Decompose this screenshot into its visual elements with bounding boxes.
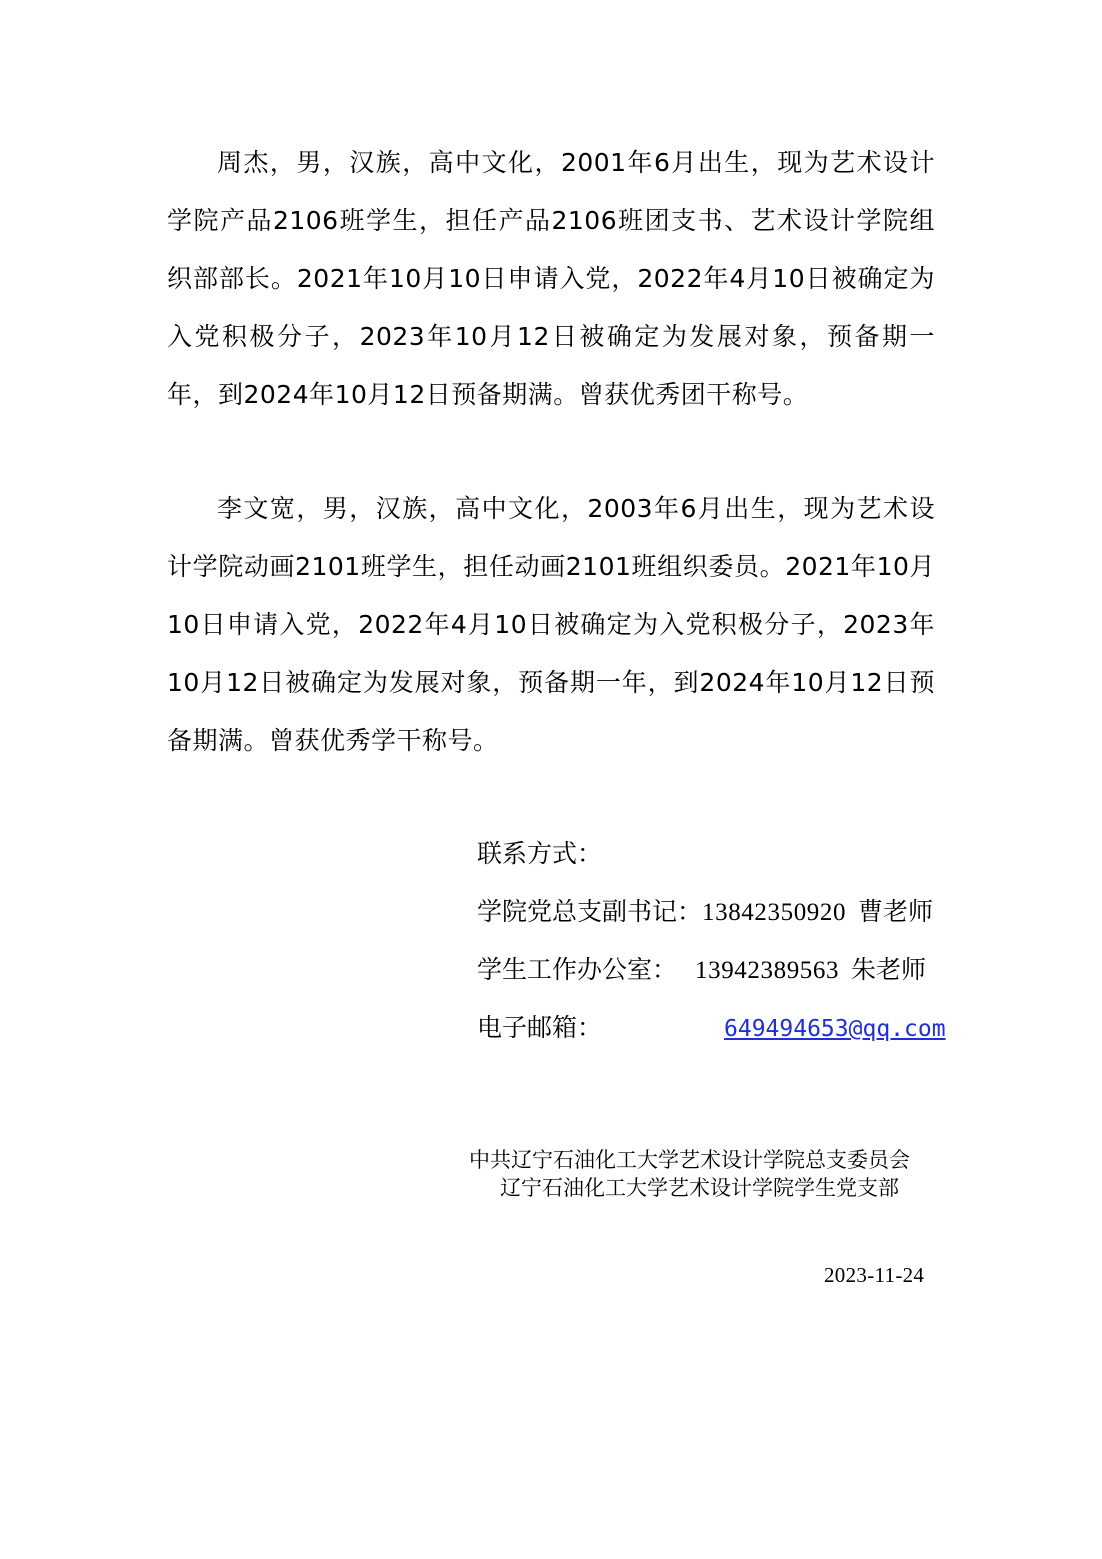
email-label: 电子邮箱：: [477, 1015, 603, 1042]
secretary-phone: 13842350920: [702, 899, 847, 926]
contact-title: 联系方式：: [477, 841, 603, 868]
contact-row-email: [477, 1012, 946, 1046]
secretary-name: 曹老师: [858, 899, 934, 926]
secretary-label: 学院党总支副书记：: [477, 899, 703, 926]
document-date: 2023-11-24: [824, 1263, 925, 1287]
organization-line-1: 中共辽宁石油化工大学艺术设计学院总支委员会: [469, 1148, 910, 1172]
organization-line-2: 辽宁石油化工大学艺术设计学院学生党支部: [500, 1176, 899, 1200]
office-phone: 13942389563: [695, 957, 840, 984]
contact-row-secretary: [477, 896, 937, 930]
paragraph-li-wenkuan: 李文宽，男，汉族，高中文化，2003年6月出生，现为艺术设计学院动画2101班学生，担任动画2101班组织委员。2021年10月10日申请入党，2022年4月10日被确定为入党积极分子，2023年10月12日被确定为发展对象，预备期一年，到2024年10月12日预备期满。曾获优秀学干称号。: [167, 494, 935, 755]
contact-row-office: [477, 954, 937, 988]
paragraph-zhou-jie: 周杰，男，汉族，高中文化，2001年6月出生，现为艺术设计学院产品2106班学生，担任产品2106班团支书、艺术设计学院组织部部长。2021年10月10日申请入党，2022年4月10日被确定为入党积极分子，2023年10月12日被确定为发展对象，预备期一年，到2024年10月12日预备期满。曾获优秀团干称号。: [167, 148, 935, 409]
email-link[interactable]: 649494653@qq.com: [724, 1016, 946, 1042]
office-name: 朱老师: [851, 957, 927, 984]
office-label: 学生工作办公室：: [477, 957, 678, 984]
